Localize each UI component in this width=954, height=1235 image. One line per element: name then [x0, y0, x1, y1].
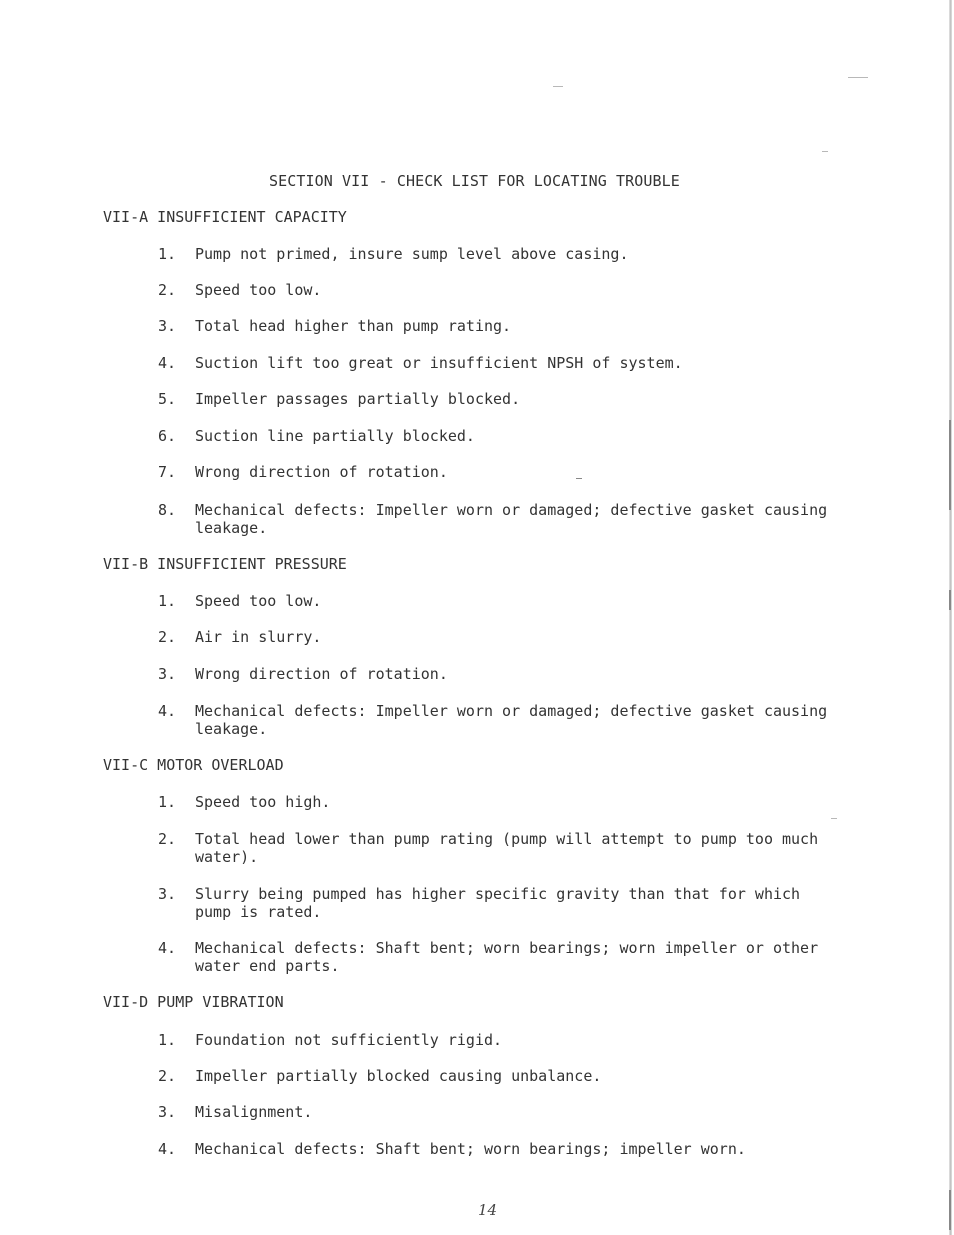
item-number: 4.	[158, 939, 177, 957]
item-text: Air in slurry.	[195, 628, 322, 646]
section-heading-vii-c: VII-C MOTOR OVERLOAD	[103, 756, 284, 774]
page-title: SECTION VII - CHECK LIST FOR LOCATING TROUBLE	[269, 172, 680, 190]
scan-speck	[822, 151, 828, 152]
item-text: Mechanical defects: Shaft bent; worn bearings; worn impeller or other water end parts.	[195, 939, 819, 975]
item-text: Total head lower than pump rating (pump will attempt to pump too much water).	[195, 830, 819, 866]
edge-mark	[949, 1190, 951, 1230]
item-number: 3.	[158, 885, 177, 903]
item-number: 2.	[158, 1067, 177, 1085]
item-text: Impeller partially blocked causing unbalance.	[195, 1067, 602, 1085]
item-text: Speed too low.	[195, 281, 322, 299]
item-text: Impeller passages partially blocked.	[195, 390, 521, 408]
item-text: Wrong direction of rotation.	[195, 665, 448, 683]
item-number: 4.	[158, 354, 177, 372]
item-number: 5.	[158, 390, 177, 408]
item-text: Mechanical defects: Shaft bent; worn bearings; impeller worn.	[195, 1140, 746, 1158]
item-text: Misalignment.	[195, 1103, 313, 1121]
scan-speck	[831, 818, 837, 819]
item-text: Mechanical defects: Impeller worn or damaged; defective gasket causing leakage.	[195, 702, 828, 738]
item-text: Pump not primed, insure sump level above casing.	[195, 245, 629, 263]
item-number: 2.	[158, 281, 177, 299]
item-number: 1.	[158, 793, 177, 811]
item-text: Mechanical defects: Impeller worn or damaged; defective gasket causing leakage.	[195, 501, 828, 537]
item-number: 3.	[158, 665, 177, 683]
item-text: Wrong direction of rotation.	[195, 463, 448, 481]
page-number: 14	[478, 1201, 498, 1219]
item-text: Speed too low.	[195, 592, 322, 610]
item-number: 4.	[158, 1140, 177, 1158]
item-text: Suction line partially blocked.	[195, 427, 475, 445]
item-number: 3.	[158, 1103, 177, 1121]
scan-speck	[553, 86, 563, 87]
section-heading-vii-a: VII-A INSUFFICIENT CAPACITY	[103, 208, 347, 226]
item-number: 1.	[158, 245, 177, 263]
item-number: 8.	[158, 501, 177, 519]
item-number: 4.	[158, 702, 177, 720]
section-heading-vii-b: VII-B INSUFFICIENT PRESSURE	[103, 555, 347, 573]
item-text: Total head higher than pump rating.	[195, 317, 512, 335]
item-text: Speed too high.	[195, 793, 331, 811]
item-number: 1.	[158, 592, 177, 610]
item-number: 1.	[158, 1031, 177, 1049]
item-text: Suction lift too great or insufficient NPSH of system.	[195, 354, 683, 372]
scan-speck	[848, 77, 868, 78]
item-text: Slurry being pumped has higher specific gravity than that for which pump is rated.	[195, 885, 801, 921]
section-heading-vii-d: VII-D PUMP VIBRATION	[103, 993, 284, 1011]
page-edge	[949, 0, 952, 1235]
item-number: 3.	[158, 317, 177, 335]
edge-mark	[949, 590, 951, 610]
edge-mark	[949, 420, 951, 510]
item-number: 2.	[158, 628, 177, 646]
item-number: 7.	[158, 463, 177, 481]
item-text: Foundation not sufficiently rigid.	[195, 1031, 503, 1049]
item-number: 6.	[158, 427, 177, 445]
item-number: 2.	[158, 830, 177, 848]
